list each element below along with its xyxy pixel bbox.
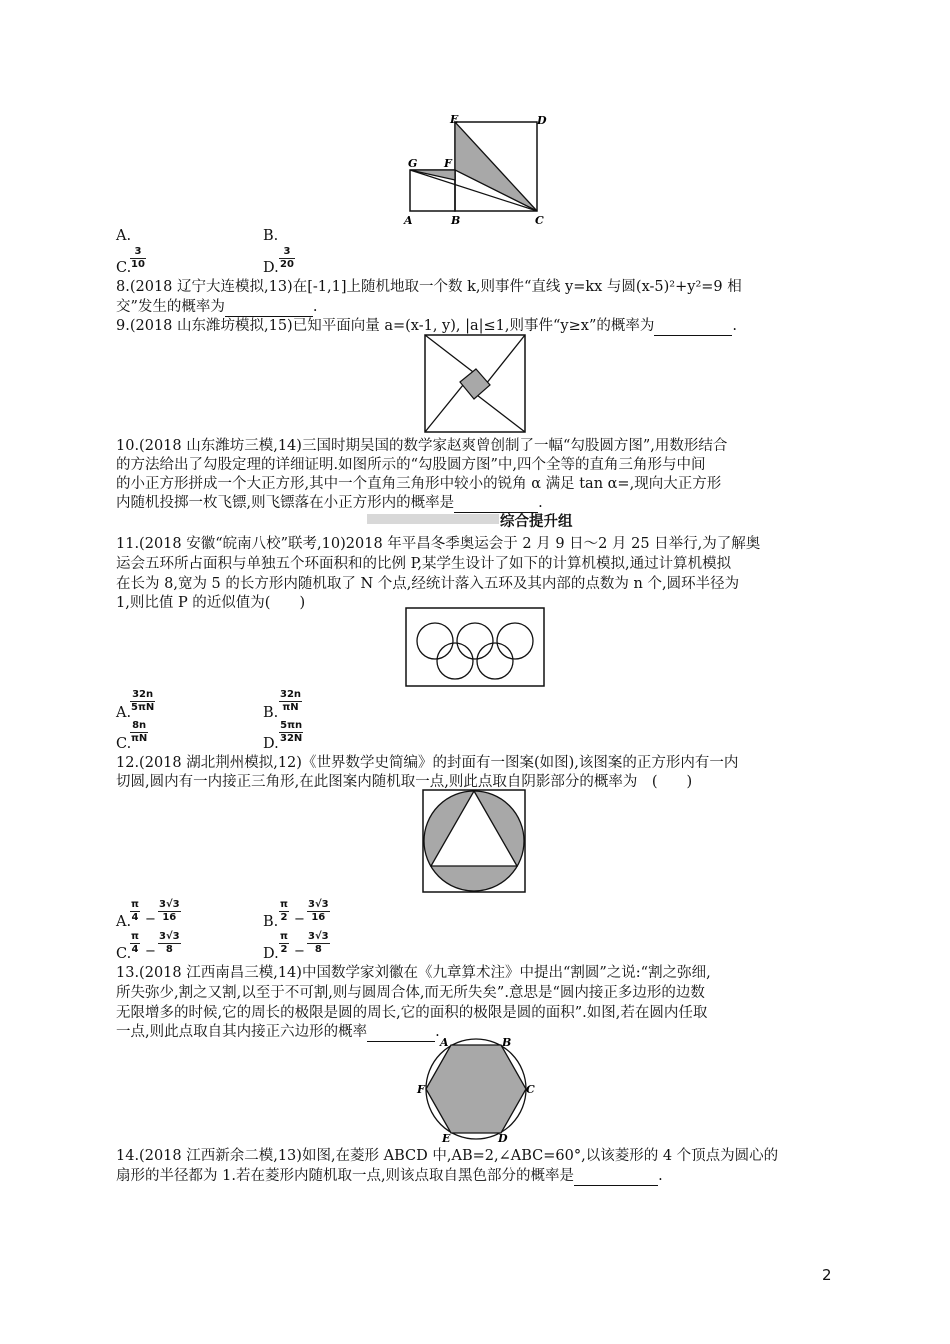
figure-q13-hexagon-circle (414, 1036, 538, 1144)
fraction-numerator: 5πn (280, 720, 303, 731)
fraction-denominator: 20 (280, 259, 294, 270)
answer-blank (574, 1171, 658, 1186)
q11-option-d: D. (263, 736, 279, 752)
q7-option-d-fraction (279, 246, 295, 271)
q12-option-b-fraction-1 (279, 899, 289, 924)
label-E: E (450, 113, 459, 126)
q11-line-1: 11.(2018 安徽“皖南八校”联考,10)2018 年平昌冬季奥运会于 2 月 9 日～2 月 25 日举行,为了解奥 (116, 536, 761, 552)
figure-q11-olympic-rings (404, 606, 546, 688)
answer-blank (654, 321, 732, 336)
q14-end: . (658, 1168, 663, 1184)
q14-line-1: 14.(2018 江西新余二模,13)如图,在菱形 ABCD 中,AB=2,∠ABC=60°,以该菱形的 4 个顶点为圆心的 (116, 1148, 779, 1164)
minus-sign: − (294, 944, 305, 959)
figure-q12-circle-triangle (420, 788, 528, 894)
fraction-numerator: 32n (130, 689, 155, 702)
fraction-numerator: 3√3 (308, 931, 329, 942)
q8-text: 交”发生的概率为 (116, 299, 225, 315)
q11-option-a: A. (116, 705, 132, 721)
q14-line-2 (116, 1166, 663, 1186)
q12-option-b: B. (263, 914, 279, 930)
fraction-denominator: 16 (162, 912, 177, 923)
q10-line-1: 10.(2018 山东潍坊三模,14)三国时期吴国的数学家赵爽曾创制了一幅“勾股圆方图”,用数形结合 (116, 438, 728, 454)
section-divider (367, 514, 499, 524)
q12-option-d-fraction-2 (307, 931, 330, 956)
fraction-denominator: 4 (131, 912, 139, 923)
label-B: B (451, 214, 461, 227)
fraction-numerator: 3√3 (159, 931, 180, 942)
q11-option-c-fraction (130, 720, 148, 745)
q10-text: 内随机投掷一枚飞镖,则飞镖落在小正方形内的概率是 (116, 495, 455, 511)
answer-blank (225, 302, 313, 317)
q11-option-c: C. (116, 736, 132, 752)
fraction-denominator: 5πN (131, 702, 155, 713)
q12-option-c-fraction-1 (130, 931, 140, 956)
q10-end: . (538, 495, 543, 511)
q9-end: . (732, 318, 737, 334)
q13-text: 一点,则此点取自其内接正六边形的概率 (116, 1024, 368, 1040)
q13-line-1: 13.(2018 江西南昌三模,14)中国数学家刘徽在《九章算术注》中提出“割圆”之说:“割之弥细, (116, 965, 711, 981)
fraction-denominator: 2 (280, 912, 288, 923)
figure-q10-pinwheel (422, 333, 528, 435)
q9-text: 9.(2018 山东潍坊模拟,15)已知平面向量 a=(x-1, y), |a|≤1,则事件“y≥x”的概率为 (116, 318, 655, 334)
fraction-denominator: 4 (131, 944, 139, 955)
fraction-numerator: 3√3 (159, 899, 180, 910)
fraction-denominator: 16 (311, 912, 326, 923)
q8-line-2 (116, 297, 318, 317)
section-title: 综合提升组 (500, 514, 573, 530)
fraction-numerator: 3√3 (308, 899, 329, 910)
fraction-numerator: 3 (279, 246, 295, 259)
q11-option-b-fraction (279, 689, 302, 714)
fraction-denominator: πN (282, 702, 299, 713)
label-C: C (535, 214, 544, 227)
minus-sign: − (145, 912, 156, 927)
q12-option-d: D. (263, 946, 279, 962)
q11-line-3: 在长为 8,宽为 5 的长方形内随机取了 N 个点,经统计落入五环及其内部的点数为 n 个,圆环半径为 (116, 576, 740, 592)
q12-option-a-fraction-2 (158, 899, 181, 924)
q11-line-2: 运会五环所占面积与单独五个环面积和的比例 P,某学生设计了如下的计算机模拟,通过计算机模拟 (116, 556, 732, 572)
label-C: C (526, 1083, 535, 1096)
fraction-numerator: π (131, 931, 139, 942)
fraction-numerator: π (280, 899, 288, 910)
fraction-numerator: 3 (130, 246, 146, 259)
label-D: D (498, 1132, 508, 1144)
fraction-numerator: 8n (130, 720, 148, 733)
label-F: F (417, 1083, 425, 1096)
q8-line-1: 8.(2018 辽宁大连模拟,13)在[-1,1]上随机地取一个数 k,则事件“直线 y=kx 与圆(x-5)²+y²=9 相 (116, 279, 742, 295)
q7-option-d: D. (263, 260, 279, 276)
q13-end: . (435, 1024, 440, 1040)
fraction-denominator: πN (131, 733, 148, 744)
q11-option-a-fraction (130, 689, 155, 714)
fraction-denominator: 10 (131, 259, 145, 270)
q14-text: 扇形的半径都为 1.若在菱形内随机取一点,则该点取自黑色部分的概率是 (116, 1168, 575, 1184)
label-B: B (502, 1036, 512, 1049)
minus-sign: − (145, 944, 156, 959)
q12-line-2: 切圆,圆内有一内接正三角形,在此图案内随机取一点,则此点取自阴影部分的概率为 ( ) (116, 774, 693, 790)
fraction-numerator: π (280, 931, 288, 942)
q12-option-c: C. (116, 946, 132, 962)
q12-line-1: 12.(2018 湖北荆州模拟,12)《世界数学史简编》的封面有一图案(如图),该图案的正方形内有一内 (116, 755, 739, 771)
fraction-denominator: 2 (280, 944, 288, 955)
fraction-denominator: 32N (280, 733, 303, 744)
q12-option-c-fraction-2 (158, 931, 181, 956)
q12-option-b-fraction-2 (307, 899, 330, 924)
q8-end: . (312, 299, 318, 315)
q7-option-c: C. (116, 260, 132, 276)
q13-line-2: 所失弥少,割之又割,以至于不可割,则与圆周合体,而无所失矣”.意思是“圆内接正多边形的边数 (116, 985, 705, 1001)
fraction-denominator: 8 (165, 944, 173, 955)
q11-line-4: 1,则比值 P 的近似值为( ) (116, 595, 306, 611)
page-number: 2 (822, 1266, 832, 1284)
label-E: E (442, 1132, 451, 1144)
q10-line-4 (116, 493, 543, 513)
minus-sign: − (294, 912, 305, 927)
q12-option-a: A. (116, 914, 132, 930)
fraction-numerator: 32n (280, 689, 302, 700)
q11-option-b: B. (263, 705, 279, 721)
label-A: A (440, 1036, 449, 1049)
q13-line-3: 无限增多的时候,它的周长的极限是圆的周长,它的面积的极限是圆的面积”.如图,若在圆内任取 (116, 1005, 708, 1021)
fraction-denominator: 8 (314, 944, 322, 955)
q7-option-a: A. (116, 228, 132, 244)
label-A: A (404, 214, 413, 227)
q12-option-d-fraction-1 (279, 931, 289, 956)
label-D: D (537, 114, 547, 127)
q11-option-d-fraction (279, 720, 303, 745)
q7-option-c-fraction (130, 246, 146, 271)
q10-line-3: 的小正方形拼成一个大正方形,其中一个直角三角形中较小的锐角 α 满足 tan α=,现向大正方形 (116, 476, 722, 492)
fraction-numerator: π (131, 899, 139, 910)
figure-q7-squares (398, 112, 558, 230)
label-F: F (444, 157, 452, 170)
q7-option-b: B. (263, 228, 279, 244)
q10-line-2: 的方法给出了勾股定理的详细证明.如图所示的“勾股圆方图”中,四个全等的直角三角形与中间 (116, 457, 706, 473)
q13-line-4 (116, 1022, 440, 1042)
q12-option-a-fraction-1 (130, 899, 140, 924)
label-G: G (408, 157, 418, 170)
